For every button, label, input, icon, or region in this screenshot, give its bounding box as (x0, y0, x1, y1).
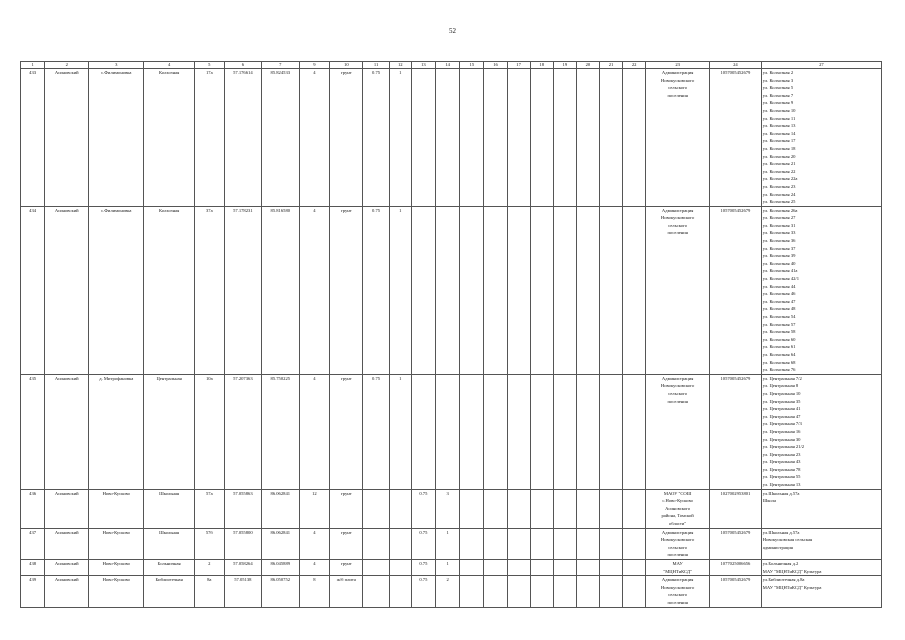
table-cell: 17а (194, 69, 224, 207)
table-cell: 1 (389, 206, 411, 374)
table-cell (646, 206, 710, 374)
table-cell: 1057005452679 (710, 206, 762, 374)
table-cell: ж/б плита (330, 576, 363, 607)
table-cell: 86.062841 (262, 528, 299, 559)
table-cell (623, 69, 646, 207)
column-header: 2 (45, 62, 89, 69)
table-cell: 436 (21, 489, 45, 528)
table-cell: 1057005452679 (710, 576, 762, 607)
table-cell: 1057005452679 (710, 528, 762, 559)
table-cell (484, 206, 507, 374)
table-cell (623, 206, 646, 374)
owner-line: Новокусковского (660, 537, 695, 543)
table-cell: Колхозная (144, 206, 195, 374)
table-cell (576, 528, 599, 559)
table-cell (530, 528, 553, 559)
table-cell: 85.750225 (262, 374, 299, 489)
column-header: 9 (299, 62, 330, 69)
table-cell (484, 576, 507, 607)
table-cell (411, 69, 435, 207)
table-cell (530, 69, 553, 207)
table-cell (576, 489, 599, 528)
owner-line: поселения (667, 230, 688, 236)
table-cell (576, 374, 599, 489)
address-line: ул. Колхозная 47 (762, 298, 796, 304)
address-line: ул. Колхозная 24 (762, 191, 796, 197)
table-cell (599, 576, 622, 607)
address-line: ул. Центральная 78 (762, 466, 801, 472)
owner-line: Новокусковского (660, 584, 695, 590)
column-header: 20 (576, 62, 599, 69)
address-line: ул. Колхозная 48 (762, 306, 796, 312)
table-cell: 86.045889 (262, 560, 299, 576)
table-cell: 0.75 (411, 560, 435, 576)
address-line: ул. Центральная 30 (762, 436, 801, 442)
table-row (21, 374, 882, 489)
table-cell: 438 (21, 560, 45, 576)
table-cell: Ново-Кусково (89, 560, 144, 576)
owner-line: Администрация (661, 70, 694, 75)
column-header: 21 (599, 62, 622, 69)
address-line: ул. Колхозная 2 (762, 70, 794, 75)
address-line: ул. Колхозная 22а (762, 176, 798, 182)
address-line: ул. Колхозная 7 (762, 92, 794, 98)
table-cell: Ново-Кусково (89, 489, 144, 528)
column-header: 7 (262, 62, 299, 69)
address-line: ул. Колхозная 40 (762, 260, 796, 266)
table-cell (623, 576, 646, 607)
table-cell (389, 489, 411, 528)
table-cell (460, 560, 484, 576)
column-header: 10 (330, 62, 363, 69)
table-cell: 57.207363 (224, 374, 261, 489)
table-cell (553, 69, 576, 207)
address-line: ул. Колхозная 76 (762, 367, 796, 373)
column-header: 1 (21, 62, 45, 69)
table-cell (460, 489, 484, 528)
address-line: ул. Колхозная 3 (762, 77, 794, 83)
table-cell: 85.816580 (262, 206, 299, 374)
address-line: ул. Центральная 21/2 (762, 444, 805, 450)
table-cell (761, 69, 881, 207)
table-cell (460, 206, 484, 374)
table-cell (363, 528, 389, 559)
address-line: ул. Колхозная 26а (762, 207, 798, 213)
table-cell (484, 489, 507, 528)
address-line: ул. Центральная 16 (762, 428, 801, 434)
table-cell: с.Филимоновка (89, 206, 144, 374)
table-cell: грунт (330, 560, 363, 576)
column-header: 17 (507, 62, 530, 69)
owner-line: сельского (668, 390, 688, 396)
table-cell: 1 (389, 374, 411, 489)
owner-line: с.Ново-Кусково (662, 498, 693, 504)
table-cell: 0.75 (411, 489, 435, 528)
address-line: ул. Колхозная 61 (762, 344, 796, 350)
table-cell: 57.05138 (224, 576, 261, 607)
table-cell: 0.75 (363, 69, 389, 207)
table-cell (484, 560, 507, 576)
owner-line: поселения (667, 599, 688, 605)
column-header: 11 (363, 62, 389, 69)
address-line: ул. Колхозная 68 (762, 359, 796, 365)
table-cell: 4 (299, 374, 330, 489)
column-header: 27 (761, 62, 881, 69)
owner-line: МАУ (672, 561, 683, 566)
table-cell (646, 560, 710, 576)
table-cell: 1057005452679 (710, 69, 762, 207)
table-cell (553, 489, 576, 528)
owner-line: сельского (668, 592, 688, 598)
address-line: ул. Колхозная 58 (762, 329, 796, 335)
column-header: 5 (194, 62, 224, 69)
table-cell: 1077025006656 (710, 560, 762, 576)
table-cell (460, 69, 484, 207)
table-cell (507, 489, 530, 528)
table-cell (363, 560, 389, 576)
table-cell: 2 (436, 576, 460, 607)
owner-line: Асиновского (665, 505, 691, 511)
table-cell (576, 560, 599, 576)
table-cell (530, 374, 553, 489)
table-cell (484, 528, 507, 559)
table-cell: 86.050752 (262, 576, 299, 607)
table-cell (411, 374, 435, 489)
table-cell (623, 374, 646, 489)
table-cell: д. Митрофановка (89, 374, 144, 489)
table-cell: Больничная (144, 560, 195, 576)
table-cell: Асиновский (45, 560, 89, 576)
table-row (21, 528, 882, 559)
address-line: ул. Колхозная 46 (762, 291, 796, 297)
column-header: 13 (411, 62, 435, 69)
table-cell: 435 (21, 374, 45, 489)
page-number: 52 (449, 27, 456, 35)
table-cell (599, 374, 622, 489)
table-cell: Колхозная (144, 69, 195, 207)
address-line: ул. Колхозная 41а (762, 268, 798, 274)
table-cell: Асиновский (45, 489, 89, 528)
column-header: 4 (144, 62, 195, 69)
address-line: ул. Колхозная 57 (762, 321, 796, 327)
table-cell (646, 69, 710, 207)
column-header: 18 (530, 62, 553, 69)
address-line: Школа (762, 498, 776, 504)
table-cell: 1057005452679 (710, 374, 762, 489)
owner-line: Новокусковского (660, 215, 695, 221)
table-cell (530, 560, 553, 576)
table-cell (553, 374, 576, 489)
address-line: ул. Центральная 35 (762, 398, 801, 404)
table-cell (553, 560, 576, 576)
table-cell (460, 528, 484, 559)
table-cell (507, 69, 530, 207)
table-cell: 3 (436, 489, 460, 528)
address-line: ул. Центральная 13 (762, 482, 801, 488)
table-cell: 1 (389, 69, 411, 207)
table-cell: 57б (194, 528, 224, 559)
table-cell: 0.75 (363, 206, 389, 374)
table-cell (623, 560, 646, 576)
table-cell (623, 528, 646, 559)
table-cell: Центральная (144, 374, 195, 489)
table-cell (599, 69, 622, 207)
address-line: ул. Колхозная 37 (762, 245, 796, 251)
address-line: ул. Колхозная 42/1 (762, 276, 799, 282)
table-cell (507, 374, 530, 489)
address-line: ул. Центральная 23 (762, 451, 801, 457)
column-header: 12 (389, 62, 411, 69)
table-cell: 86.062841 (262, 489, 299, 528)
address-line: ул. Колхозная 21 (762, 161, 796, 167)
table-cell (599, 528, 622, 559)
table-cell (363, 576, 389, 607)
column-header: 23 (646, 62, 710, 69)
table-cell (363, 489, 389, 528)
address-line: ул. Колхозная 54 (762, 314, 796, 319)
address-line: ул. Колхозная 25 (762, 199, 796, 205)
column-header: 22 (623, 62, 646, 69)
table-cell: Асиновский (45, 206, 89, 374)
owner-line: Администрация (661, 577, 694, 583)
address-line: ул. Колхозная 23 (762, 183, 796, 189)
table-cell (599, 206, 622, 374)
table-cell (599, 560, 622, 576)
table-cell (530, 576, 553, 607)
table-row (21, 576, 882, 607)
address-line: ул. Центральная 41 (762, 406, 801, 412)
table-cell: 57.055863 (224, 489, 261, 528)
address-line: ул. Центральная 8 (762, 383, 799, 389)
address-line: ул. Центральная 47 (762, 413, 801, 419)
table-cell: 1027002953801 (710, 489, 762, 528)
address-line: ул. Колхозная 17 (762, 138, 796, 144)
table-cell (761, 206, 881, 374)
address-line: МАУ "МЦНТиКСД" Культура (762, 568, 822, 574)
table-cell: Асиновский (45, 69, 89, 207)
address-line: ул. Колхозная 64 (762, 351, 796, 357)
address-line: администрация (762, 544, 793, 550)
table-cell (761, 374, 881, 489)
table-cell: Библиотечная (144, 576, 195, 607)
table-cell: грунт (330, 374, 363, 489)
column-header: 16 (484, 62, 507, 69)
table-cell: 12 (299, 489, 330, 528)
table-cell: 57.178231 (224, 206, 261, 374)
address-line: ул. Колхозная 5 (762, 85, 794, 91)
owner-line: Новокусковского (660, 383, 695, 389)
owner-line: Администрация (661, 207, 694, 213)
owner-line: Администрация (661, 529, 694, 535)
table-cell: Ново-Кусково (89, 576, 144, 607)
table-cell: 0.75 (411, 576, 435, 607)
address-line: ул. Колхозная 10 (762, 107, 796, 113)
table-cell (484, 69, 507, 207)
address-line: ул. Колхозная 44 (762, 283, 796, 289)
table-cell: 57а (194, 489, 224, 528)
table-cell (761, 576, 881, 607)
table-cell: 85.824533 (262, 69, 299, 207)
table-cell (507, 206, 530, 374)
table-cell: 4 (299, 206, 330, 374)
table-cell (646, 374, 710, 489)
table-row (21, 560, 882, 576)
table-cell: 37а (194, 206, 224, 374)
table-cell (646, 489, 710, 528)
address-line: ул. Колхозная 33 (762, 230, 796, 236)
table-cell (646, 528, 710, 559)
table-cell: Асиновский (45, 374, 89, 489)
column-header: 24 (710, 62, 762, 69)
address-line: ул. Колхозная 18 (762, 145, 796, 151)
registry-table (20, 61, 882, 608)
owner-line: Новокусковского (660, 77, 695, 83)
column-header: 19 (553, 62, 576, 69)
table-cell: 2 (194, 560, 224, 576)
table-cell: 4 (299, 560, 330, 576)
table-cell (389, 528, 411, 559)
table-cell (646, 576, 710, 607)
address-line: ул. Центральная 55 (762, 474, 801, 480)
table-cell: 1 (436, 528, 460, 559)
table-cell (761, 528, 881, 559)
address-line: ул. Колхозная 11 (762, 115, 796, 121)
table-cell (553, 576, 576, 607)
table-cell (761, 489, 881, 528)
owner-line: МАОУ "СОШ (663, 490, 692, 496)
address-line: ул. Центральная 10 (762, 390, 801, 396)
table-cell (389, 576, 411, 607)
table-cell: 10а (194, 374, 224, 489)
header-row (21, 62, 882, 69)
column-header: 14 (436, 62, 460, 69)
table-cell (623, 489, 646, 528)
table-cell: 1 (436, 560, 460, 576)
column-header: 3 (89, 62, 144, 69)
address-line: Новокусковская сельская (762, 537, 813, 543)
table-cell: 57.058264 (224, 560, 261, 576)
table-cell (507, 528, 530, 559)
address-line: ул. Колхозная 22 (762, 168, 796, 174)
table-cell (389, 560, 411, 576)
table-cell (530, 206, 553, 374)
table-cell: 0.75 (411, 528, 435, 559)
table-row (21, 489, 882, 528)
table-cell: Школьная (144, 528, 195, 559)
address-line: ул.Школьная д.57а (762, 529, 800, 535)
column-header: 15 (460, 62, 484, 69)
address-line: ул. Колхозная 14 (762, 130, 796, 136)
table-cell (460, 576, 484, 607)
table-cell: 437 (21, 528, 45, 559)
address-line: ул.Больничная д.2 (762, 561, 799, 566)
table-cell: 439 (21, 576, 45, 607)
address-line: ул. Колхозная 27 (762, 215, 796, 221)
owner-line: "МЦНТиКСД" (663, 568, 692, 574)
owner-line: Администрация (661, 375, 694, 381)
table-cell (553, 528, 576, 559)
address-line: ул.Библиотечная д.8а (762, 577, 805, 583)
owner-line: сельского (668, 85, 688, 91)
table-cell (436, 206, 460, 374)
table-cell (599, 489, 622, 528)
table-cell: грунт (330, 528, 363, 559)
address-line: ул. Колхозная 9 (762, 100, 794, 106)
address-line: ул. Центральная 7/2 (762, 375, 802, 381)
table-cell: Асиновский (45, 576, 89, 607)
owner-line: поселения (667, 552, 688, 558)
table-cell (553, 206, 576, 374)
table-cell (576, 69, 599, 207)
table-cell: грунт (330, 489, 363, 528)
owner-line: района, Томской (661, 513, 694, 519)
table-cell (576, 576, 599, 607)
address-line: ул. Колхозная 60 (762, 336, 796, 342)
table-cell: 0.75 (363, 374, 389, 489)
table-cell: 57.176614 (224, 69, 261, 207)
owner-line: сельского (668, 544, 688, 550)
table-cell: Школьная (144, 489, 195, 528)
table-cell: 8 (299, 576, 330, 607)
address-line: ул.Школьная д.57а (762, 490, 800, 496)
address-line: МАУ "МЦНТиКСД" Культура (762, 584, 822, 590)
table-cell: 434 (21, 206, 45, 374)
table-cell (484, 374, 507, 489)
address-line: ул. Центральная 7/3 (762, 421, 802, 427)
table-cell (411, 206, 435, 374)
table-cell (460, 374, 484, 489)
table-cell: 433 (21, 69, 45, 207)
table-row (21, 69, 882, 207)
table-row (21, 206, 882, 374)
owner-line: поселения (667, 398, 688, 404)
table-cell: Асиновский (45, 528, 89, 559)
table-cell (530, 489, 553, 528)
table-cell (576, 206, 599, 374)
table-cell: 57.055800 (224, 528, 261, 559)
address-line: ул. Колхозная 36 (762, 238, 796, 244)
table-cell: грунт (330, 69, 363, 207)
table-cell: 4 (299, 528, 330, 559)
address-line: ул. Колхозная 31 (762, 222, 796, 228)
address-line: ул. Центральная 43 (762, 459, 801, 465)
table-cell (436, 374, 460, 489)
address-line: ул. Колхозная 20 (762, 153, 796, 159)
column-header: 6 (224, 62, 261, 69)
table-cell: с.Филимоновка (89, 69, 144, 207)
table-cell (761, 560, 881, 576)
table-cell (507, 560, 530, 576)
table-cell: 8а (194, 576, 224, 607)
address-line: ул. Колхозная 13 (762, 123, 796, 129)
table-cell: грунт (330, 206, 363, 374)
owner-line: поселения (667, 92, 688, 98)
address-line: ул. Колхозная 39 (762, 253, 796, 259)
table-cell (507, 576, 530, 607)
table-cell: 4 (299, 69, 330, 207)
owner-line: области" (669, 521, 687, 527)
table-cell (436, 69, 460, 207)
owner-line: сельского (668, 222, 688, 228)
table-cell: Ново-Кусково (89, 528, 144, 559)
